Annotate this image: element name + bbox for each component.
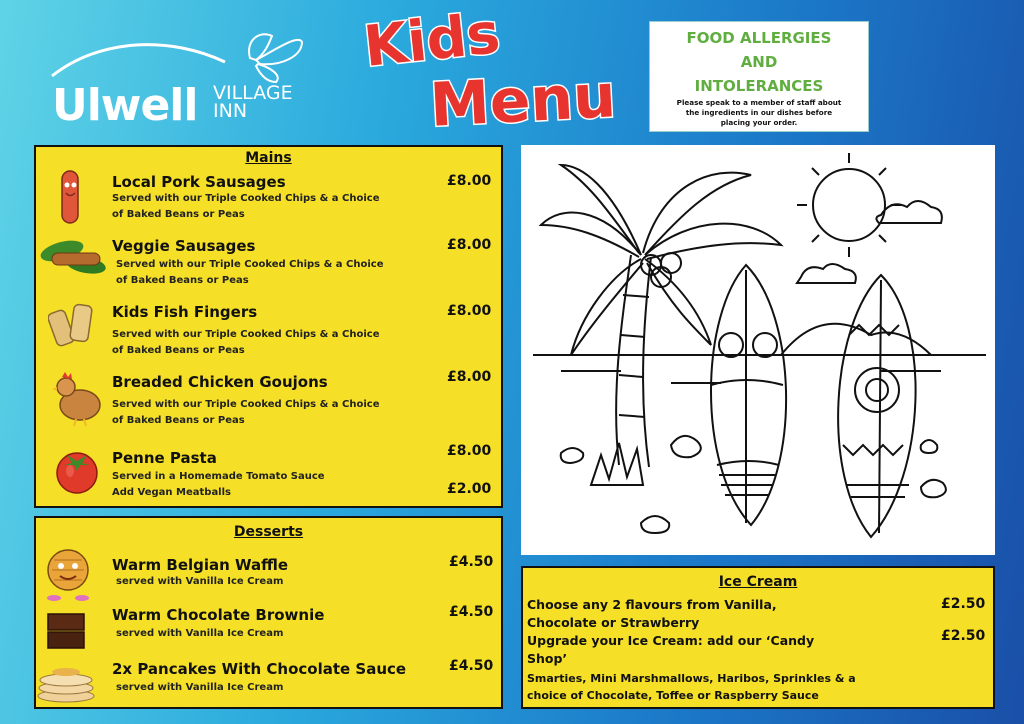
logo-main-text: Ulwell: [52, 80, 198, 131]
ice-cream-price: £2.50: [941, 628, 986, 644]
palm-beach-surfboards-icon: [521, 145, 995, 555]
item-name: Local Pork Sausages: [112, 173, 286, 191]
brownie-icon: [46, 610, 86, 652]
ice-cream-title: Ice Cream: [718, 574, 798, 590]
allergy-heading-3: INTOLERANCES: [694, 77, 824, 95]
allergy-text-1: Please speak to a member of staff about: [676, 98, 842, 107]
allergy-text-2: the ingredients in our dishes before: [685, 108, 833, 117]
item-name: Penne Pasta: [112, 449, 217, 467]
tomato-icon: [52, 443, 102, 495]
ulwell-logo: [50, 28, 310, 131]
ice-cream-toppings: Smarties, Mini Marshmallows, Haribos, Sprinkles & a: [527, 672, 856, 685]
item-price: £4.50: [449, 604, 494, 620]
item-desc: Served in a Homemade Tomato Sauce: [112, 471, 325, 482]
item-desc: Served with our Triple Cooked Chips & a Choice: [112, 193, 380, 204]
ice-cream-line: Upgrade your Ice Cream: add our ‘Candy: [527, 633, 815, 648]
item-desc: served with Vanilla Ice Cream: [116, 682, 284, 693]
allergy-heading-2: AND: [740, 53, 778, 71]
ice-cream-line: Shop’: [527, 651, 568, 666]
item-name: Warm Chocolate Brownie: [112, 606, 325, 624]
ice-cream-panel: [521, 566, 995, 709]
allergy-notice: [649, 21, 869, 132]
item-desc: of Baked Beans or Peas: [112, 345, 245, 356]
mains-title: Mains: [245, 150, 292, 166]
item-desc: served with Vanilla Ice Cream: [116, 628, 284, 639]
item-desc: Served with our Triple Cooked Chips & a Choice: [112, 399, 380, 410]
item-name: 2x Pancakes With Chocolate Sauce: [112, 660, 407, 678]
item-desc: served with Vanilla Ice Cream: [116, 576, 284, 587]
item-desc: of Baked Beans or Peas: [112, 415, 245, 426]
item-desc: Served with our Triple Cooked Chips & a Choice: [116, 259, 384, 270]
item-name: Veggie Sausages: [112, 237, 256, 255]
butterfly-icon: [50, 28, 310, 88]
item-price: £8.00: [447, 303, 492, 319]
ice-cream-toppings: choice of Chocolate, Toffee or Raspberry Sauce: [527, 689, 819, 702]
item-price: £4.50: [449, 554, 494, 570]
item-price-extra: £2.00: [447, 481, 492, 497]
item-price: £8.00: [447, 369, 492, 385]
logo-inn-text: INN: [213, 100, 248, 122]
item-desc: of Baked Beans or Peas: [116, 275, 249, 286]
item-desc: Served with our Triple Cooked Chips & a Choice: [112, 329, 380, 340]
kids-menu-title: [360, 1, 640, 141]
sausage-icon: [52, 165, 88, 229]
coloring-picture: [521, 145, 995, 555]
item-price: £8.00: [447, 443, 492, 459]
item-price: £8.00: [447, 237, 492, 253]
ice-cream-line: Chocolate or Strawberry: [527, 615, 700, 630]
title-kids: Kids: [360, 1, 504, 80]
item-desc: Add Vegan Meatballs: [112, 487, 231, 498]
allergy-heading-1: FOOD ALLERGIES: [686, 29, 832, 47]
ice-cream-line: Choose any 2 flavours from Vanilla,: [527, 597, 777, 612]
veggie-sausage-icon: [38, 235, 108, 279]
waffle-icon: [40, 546, 96, 604]
item-desc: of Baked Beans or Peas: [112, 209, 245, 220]
mains-panel: [34, 145, 503, 508]
item-price: £4.50: [449, 658, 494, 674]
item-name: Kids Fish Fingers: [112, 303, 258, 321]
item-name: Breaded Chicken Goujons: [112, 373, 328, 391]
title-menu: Menu: [428, 61, 618, 141]
fish-fingers-icon: [48, 301, 100, 351]
item-price: £8.00: [447, 173, 492, 189]
logo-village-text: VILLAGE: [213, 82, 293, 104]
desserts-panel: [34, 516, 503, 709]
item-name: Warm Belgian Waffle: [112, 556, 289, 574]
desserts-title: Desserts: [233, 524, 304, 540]
ice-cream-price: £2.50: [941, 596, 986, 612]
chicken-icon: [52, 371, 104, 427]
allergy-text-3: placing your order.: [720, 118, 798, 127]
pancakes-icon: [36, 662, 96, 704]
